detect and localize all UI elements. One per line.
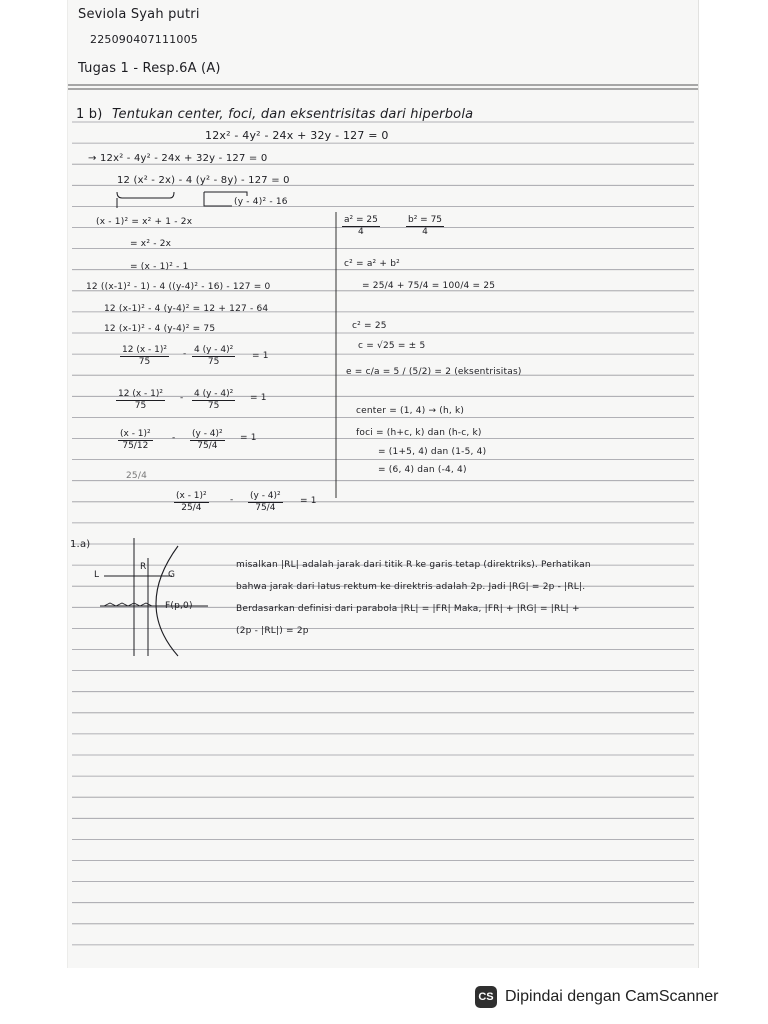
c-squared-value: c² = 25	[352, 321, 387, 331]
sketch-label-r: R	[140, 562, 147, 572]
c-root: c = √25 = ± 5	[358, 341, 426, 351]
minus-1: -	[183, 349, 187, 359]
step-1: → 12x² - 4y² - 24x + 32y - 127 = 0	[88, 153, 268, 164]
student-name: Seviola Syah putri	[78, 7, 200, 22]
sketch-label-g: G	[168, 570, 176, 580]
problem-1b-label: 1 b)	[76, 107, 103, 122]
c-squared-eq: c² = a² + b²	[344, 259, 400, 269]
problem-1b-prompt: Tentukan center, foci, dan eksentrisitas dari hiperbola	[112, 107, 474, 122]
a-squared: $\frac{\text{a² = 25}}{4}$	[344, 215, 378, 237]
left-line-1: (x - 1)² = x² + 1 - 2x	[96, 217, 193, 227]
problem-1a-text-2: bahwa jarak dari latus rektum ke direktris adalah 2p. Jadi |RG| = 2p - |RL|.	[236, 582, 586, 592]
problem-1a-text-1: misalkan |RL| adalah jarak dari titik R ke garis tetap (direktriks). Perhatikan	[236, 560, 591, 570]
camscanner-text: Dipindai dengan CamScanner	[505, 988, 719, 1005]
minus-2: -	[180, 393, 184, 403]
problem-1a-text-3: Berdasarkan definisi dari parabola |RL| = |FR| Maka, |FR| + |RG| = |RL| +	[236, 604, 580, 614]
rhs-1: = 1	[252, 351, 269, 361]
step-2-note: (y - 4)² - 16	[234, 197, 288, 207]
left-line-6: 12 (x-1)² - 4 (y-4)² = 75	[104, 324, 216, 334]
parabola-sketch	[90, 538, 210, 658]
camscanner-logo-icon: CS	[475, 986, 497, 1008]
scratch-note: 25/4	[126, 471, 148, 481]
c-squared-sum: = 25/4 + 75/4 = 100/4 = 25	[362, 281, 496, 291]
final-minus: -	[230, 495, 234, 505]
final-fraction-a: $\frac{\text{(x - 1)²}}{25/4}$	[176, 491, 207, 513]
foci: foci = (h+c, k) dan (h-c, k)	[356, 428, 482, 438]
fraction-2a: $\frac{\text{12 (x - 1)²}}{75}$	[118, 389, 163, 411]
student-id: 225090407111005	[90, 33, 198, 46]
center: center = (1, 4) → (h, k)	[356, 406, 465, 416]
final-rhs: = 1	[300, 496, 317, 506]
fraction-1a: $\frac{\text{12 (x - 1)²}}{75}$	[122, 345, 167, 367]
assignment-title: Tugas 1 - Resp.6A (A)	[78, 61, 221, 76]
fraction-1b: $\frac{\text{4 (y - 4)²}}{75}$	[194, 345, 234, 367]
sketch-label-l: L	[94, 570, 100, 580]
foci-3: = (6, 4) dan (-4, 4)	[378, 465, 467, 475]
problem-1a-label: 1.a)	[70, 539, 91, 550]
final-fraction-b: $\frac{\text{(y - 4)²}}{75/4}$	[250, 491, 281, 513]
fraction-3a: $\frac{\text{(x - 1)²}}{75/12}$	[120, 429, 151, 451]
step-2: 12 (x² - 2x) - 4 (y² - 8y) - 127 = 0	[117, 175, 290, 186]
problem-1a-text-4: (2p - |RL|) = 2p	[236, 626, 309, 636]
camscanner-watermark	[475, 983, 755, 1011]
minus-3: -	[172, 433, 176, 443]
problem-1b-equation: 12x² - 4y² - 24x + 32y - 127 = 0	[205, 129, 389, 142]
rhs-2: = 1	[250, 393, 267, 403]
ruled-lines	[68, 0, 698, 968]
left-line-4: 12 ((x-1)² - 1) - 4 ((y-4)² - 16) - 127 = 0	[86, 282, 271, 292]
left-line-5: 12 (x-1)² - 4 (y-4)² = 12 + 127 - 64	[104, 304, 269, 314]
foci-2: = (1+5, 4) dan (1-5, 4)	[378, 447, 487, 457]
left-line-3: = (x - 1)² - 1	[130, 262, 189, 272]
left-line-2: = x² - 2x	[130, 239, 172, 249]
sketch-label-f: F(p,0)	[165, 601, 193, 611]
eccentricity: e = c/a = 5 / (5/2) = 2 (eksentrisitas)	[346, 367, 522, 377]
fraction-2b: $\frac{\text{4 (y - 4)²}}{75}$	[194, 389, 234, 411]
fraction-3b: $\frac{\text{(y - 4)²}}{75/4}$	[192, 429, 223, 451]
rhs-3: = 1	[240, 433, 257, 443]
b-squared: $\frac{\text{b² = 75}}{4}$	[408, 215, 443, 237]
